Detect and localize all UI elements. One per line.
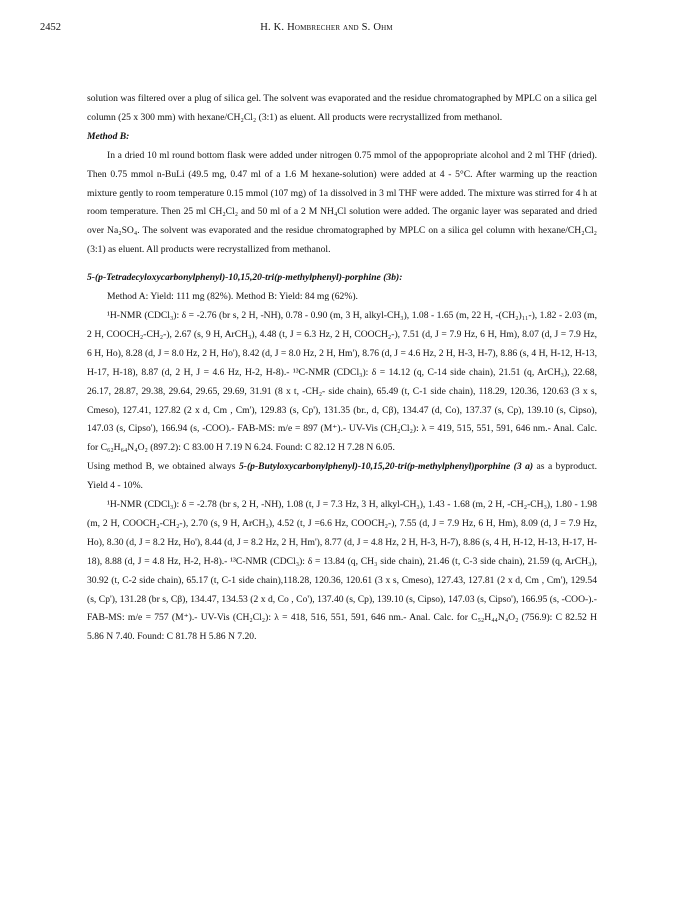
paragraph-method-a-end: solution was filtered over a plug of silica gel. The solvent was evaporated and the residue chromatographed by MPLC on a silica gel column (25 x 300 mm) with hexane/CH₂Cl₂ (3:1) as eluent. All products were recrystallized from methanol. (87, 93, 597, 123)
paragraph-nmr-3a: ¹H-NMR (CDCl₃): δ = -2.78 (br s, 2 H, -NH), 1.08 (t, J = 7.3 Hz, 3 H, alkyl-CH₃), 1.43 - 1.68 (m, 2 H, -CH₂-CH₃), 1.80 - 1.98 (m, 2 H, COOCH₂-CH₂-), 2.70 (s, 9 H, ArCH₃), 4.52 (t, J =6.6 Hz, COOCH₂-), 7.55 (d, J = 7.9 Hz, 6 H, Hm), 8.09 (d, J = 7.9 Hz, Ho), 8.30 (d, J = 8.2 Hz, Ho'), 8.44 (d, J = 8.2 Hz, 2 H, Hm'), 8.77 (d, J = 4.8 Hz, 2 H, H-3, H-7), 8.86 (s, 4 H, H-12, H-13, H-17, H-18), 8.88 (d, J = 4.8 Hz, H-2, H-8).- ¹³C-NMR (CDCl₃): δ = 13.84 (q, CH₃ side chain), 21.46 (t, C-3 side chain), 21.59 (q, ArCH₃), 30.92 (t, C-2 side chain), 65.17 (t, C-1 side chain),118.28, 120.36, 120.61 (3 x s, Cmeso), 127.43, 127.81 (2 x d, Cm , Cm'), 129.54 (s, Cp'), 131.28 (br s, Cβ), 134.47, 134.53 (2 x d, Co , Co'), 137.40 (s, Cp), 139.10 (s, Cipso), 147.03 (s, Cipso'), 166.95 (s, -COO-).- FAB-MS: m/e = 757 (M⁺).- UV-Vis (CH₂Cl₂): λ = 418, 516, 551, 591, 646 nm.- Anal. Calc. for C₅₂H₄₄N₄O₂ (756.9): C 82.52 H 5.86 N 7.40. Found: C 81.78 H 5.86 N 7.20. (87, 499, 597, 643)
using-b-tail: as a byproduct. Yield 4 - 10%. (87, 461, 597, 492)
using-b-lead: Using method B, we obtained always (87, 461, 236, 473)
page-number: 2452 (40, 22, 61, 33)
method-b-heading: Method B: (87, 130, 130, 142)
page-header (40, 22, 613, 38)
paragraph-using-method-b (87, 458, 597, 496)
paragraph-yield-3b: Method A: Yield: 111 mg (82%). Method B: Yield: 84 mg (62%). (107, 291, 358, 303)
section-gap (87, 260, 597, 269)
paragraph-method-b: In a dried 10 ml round bottom flask were added under nitrogen 0.75 mmol of the appopropriate alcohol and 2 ml THF (dried). Then 0.75 mmol n-BuLi (49.5 mg, 0.47 ml of a 1.6 M hexane-solution) were added at 4 - 5°C. After warming up the reaction mixture gently to room temperature 0.15 mmol (107 mg) of 1a dissolved in 3 ml THF were added. The mixture was stirred for 4 h at room temperature. Then 25 ml CH₂Cl₂ and 50 ml of a 2 M NH₄Cl solution were added. The organic layer was separated and dried over Na₂SO₄. The solvent was evaporated and the residue chromatographed by MPLC on a silica gel column with hexane/CH₂Cl₂ (3:1) as eluent. All products were recrystallized from methanol. (87, 149, 597, 256)
paragraph-nmr-3b: ¹H-NMR (CDCl₃): δ = -2.76 (br s, 2 H, -NH), 0.78 - 0.90 (m, 3 H, alkyl-CH₃), 1.08 - 1.65 (m, 22 H, -(CH₂)₁₁-), 1.82 - 2.03 (m, 2 H, COOCH₂-CH₂-), 2.67 (s, 9 H, ArCH₃), 4.48 (t, J = 6.3 Hz, 2 H, COOCH₂-), 7.51 (d, J = 7.9 Hz, 6 H, Hm), 8.07 (d, J = 7.9 Hz, 6 H, Ho), 8.28 (d, J = 8.0 Hz, 2 H, Ho'), 8.42 (d, J = 8.0 Hz, 2 H, Hm'), 8.76 (d, J = 4.6 Hz, 2 H, H-3, H-7), 8.86 (s, 4 H, H-12, H-13, H-17, H-18), 8.87 (d, 2 H, J = 4.6 Hz, H-2, H-8).- ¹³C-NMR (CDCl₃): δ = 14.12 (q, C-14 side chain), 21.51 (q, ArCH₃), 22.68, 26.17, 28.87, 29.38, 29.64, 29.65, 29.69, 31.91 (8 x t, -CH₂- side chain), 65.49 (t, C-1 side chain), 118.29, 120.36, 120.63 (3 x s, Cmeso), 127.41, 127.82 (2 x d, Cm , Cm'), 129.83 (s, Cp'), 131.35 (br., d, Cβ), 134.47 (d, Co), 137.37 (s, Cp), 139.10 (s, Cipso), 147.03 (s, Cipso'), 166.94 (s, -COO).- FAB-MS: m/e = 897 (M⁺).- UV-Vis (CH₂Cl₂): λ = 419, 515, 551, 591, 646 nm.- Anal. Calc. for C₆₂H₆₄N₄O₂ (897.2): C 83.00 H 7.19 N 6.24. Found: C 82.12 H 7.28 N 6.05. (87, 309, 597, 454)
article-body (87, 90, 597, 647)
compound-3a-name: 5-(p-Butyloxycarbonylphenyl)-10,15,20-tri(p-methylphenyl)porphine (3 a) (238, 461, 534, 473)
running-head: H. K. Hombrecher and S. Ohm (260, 22, 393, 33)
compound-3b-heading: 5-(p-Tetradecyloxycarbonylphenyl)-10,15,20-tri(p-methylphenyl)-porphine (3b): (87, 272, 403, 284)
